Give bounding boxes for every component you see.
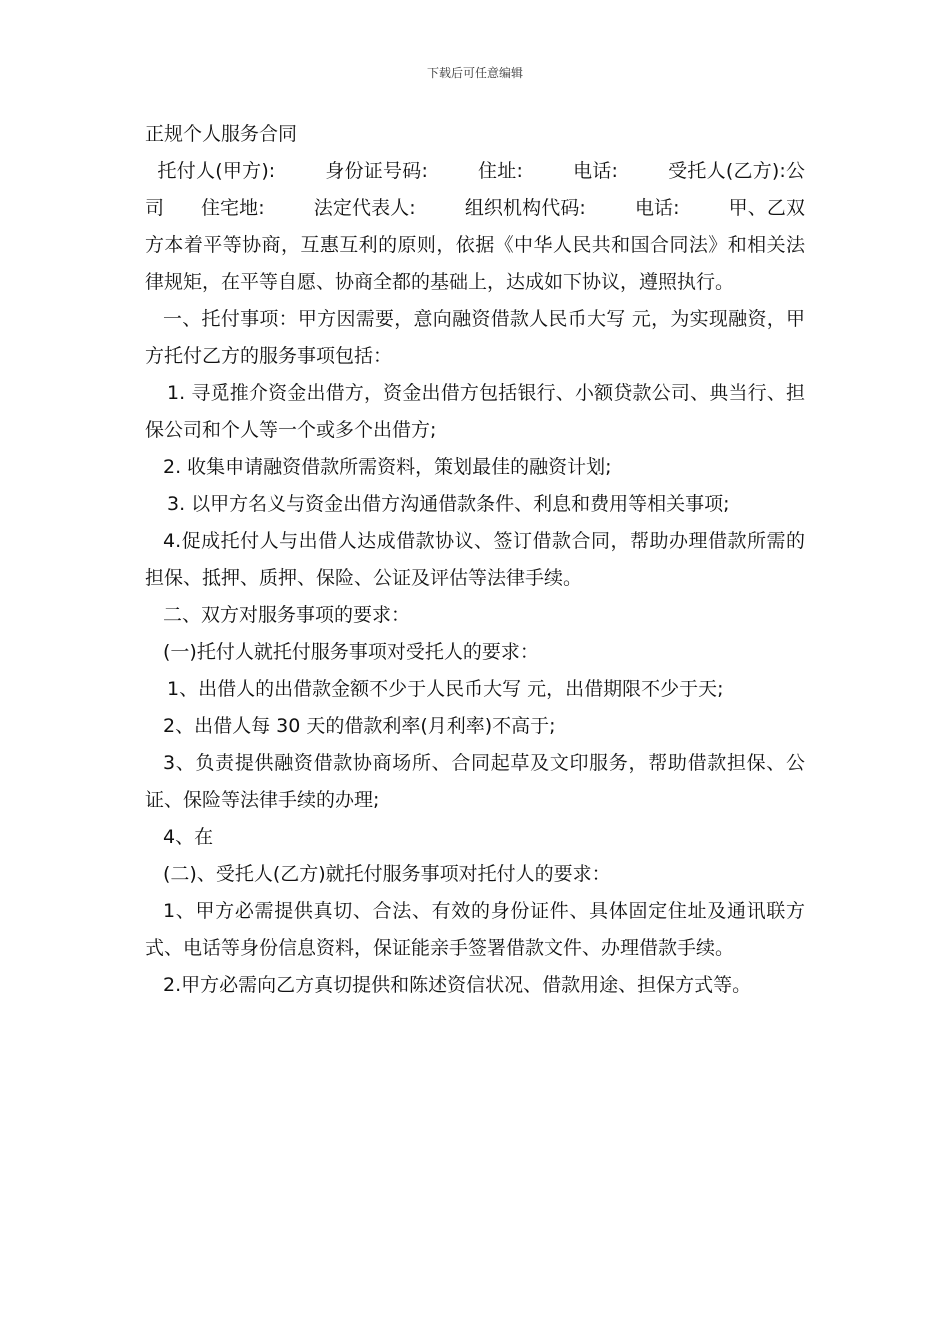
document-body (145, 116, 805, 1004)
document-title: 正规个人服务合同 (145, 123, 298, 145)
list-item: 3、负责提供融资借款协商场所、合同起草及文印服务，帮助借款担保、公证、保险等法律手续的办理; (145, 752, 805, 811)
subsection-heading: (一)托付人就托付服务事项对受托人的要求： (163, 641, 539, 663)
list-item: 4.促成托付人与出借人达成借款协议、签订借款合同，帮助办理借款所需的担保、抵押、质押、保险、公证及评估等法律手续。 (145, 530, 805, 589)
page-header: 下载后可任意编辑 (426, 66, 523, 80)
list-item: 1. 寻觅推介资金出借方，资金出借方包括银行、小额贷款公司、典当行、担保公司和个人等一个或多个出借方; (145, 382, 805, 441)
list-item: 4、在 (163, 826, 214, 848)
list-item: 1、出借人的出借款金额不少于人民币大写 元，出借期限不少于天; (167, 678, 724, 700)
subsection-heading: (二)、受托人(乙方)就托付服务事项对托付人的要求： (163, 863, 611, 885)
list-item: 2.甲方必需向乙方真切提供和陈述资信状况、借款用途、担保方式等。 (163, 974, 752, 996)
parties-paragraph: 托付人(甲方): 身份证号码: 住址: 电话: 受托人(乙方):公司 住宅地: 法定代表人: 组织机构代码: 电话: 甲、乙双方本着平等协商，互惠互利的原则，依据《中华人民共和国合同法》和相关法律规矩，在平等自愿、协商全都的基础上，达成如下协议，遵照执行。 (145, 160, 805, 293)
list-item: 1、甲方必需提供真切、合法、有效的身份证件、具体固定住址及通讯联方式、电话等身份信息资料，保证能亲手签署借款文件、办理借款手续。 (145, 900, 805, 959)
list-item: 2、出借人每 30 天的借款利率(月利率)不高于; (163, 715, 556, 737)
section-2-heading: 二、双方对服务事项的要求： (163, 604, 411, 626)
list-item: 2. 收集申请融资借款所需资料，策划最佳的融资计划; (163, 456, 612, 478)
section-1-heading: 一、托付事项：甲方因需要，意向融资借款人民币大写 元，为实现融资，甲方托付乙方的服务事项包括： (145, 308, 805, 367)
list-item: 3. 以甲方名义与资金出借方沟通借款条件、利息和费用等相关事项; (167, 493, 730, 515)
